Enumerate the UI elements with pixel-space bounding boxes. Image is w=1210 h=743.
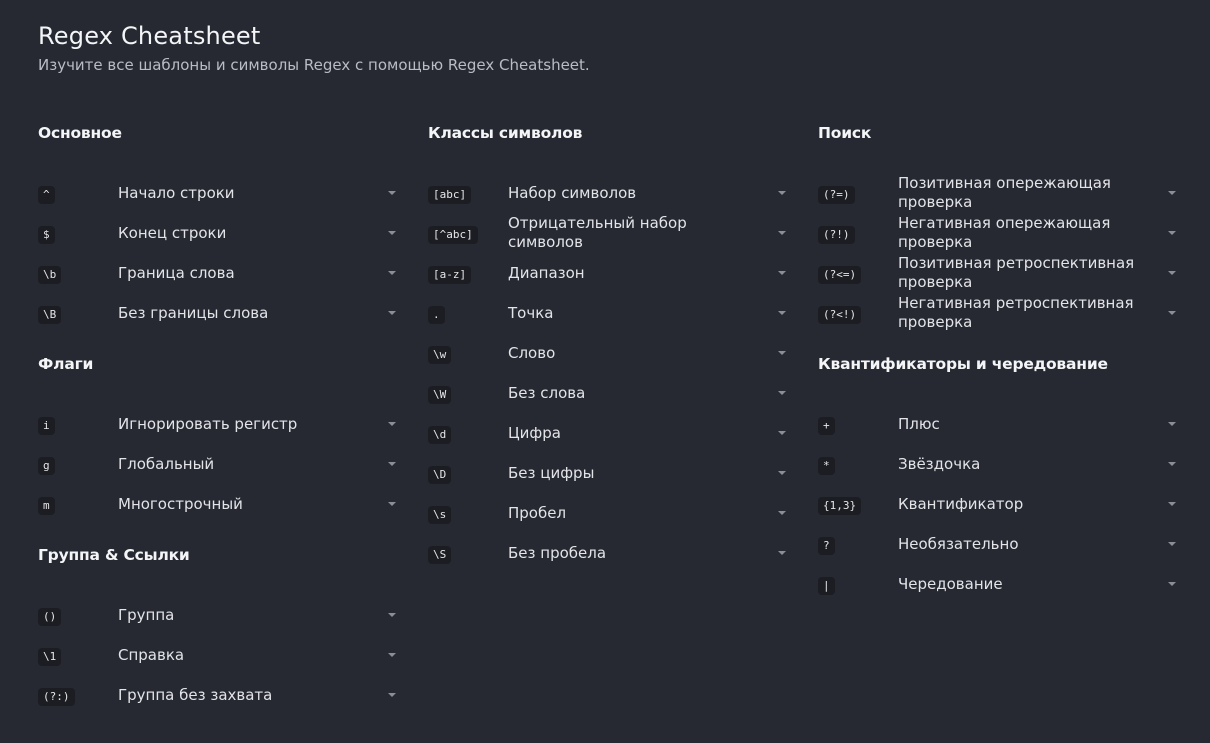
code-cell <box>818 454 898 475</box>
item-label: Позитивная опережающая проверка <box>898 174 1111 211</box>
cheatsheet-item[interactable] <box>38 213 398 253</box>
page-subtitle: Изучите все шаблоны и символы Regex с помощью Regex Cheatsheet. <box>38 56 590 74</box>
item-label: Слово <box>508 343 556 362</box>
item-label: Справка <box>118 645 185 664</box>
chevron-down-icon[interactable] <box>1168 191 1176 195</box>
section-title: Группа & Ссылки <box>38 546 190 564</box>
regex-token: [abc] <box>428 186 471 204</box>
page-title: Regex Cheatsheet <box>38 22 261 50</box>
regex-token: \S <box>428 546 451 564</box>
regex-token: \W <box>428 386 451 404</box>
code-cell <box>38 454 118 475</box>
cheatsheet-item[interactable] <box>818 293 1178 333</box>
regex-token: m <box>38 497 55 515</box>
chevron-down-icon[interactable] <box>778 551 786 555</box>
cheatsheet-item[interactable] <box>428 533 788 573</box>
regex-token: [a-z] <box>428 266 471 284</box>
item-label: Многострочный <box>118 494 243 513</box>
item-label: Граница слова <box>118 263 235 282</box>
chevron-down-icon[interactable] <box>778 311 786 315</box>
item-label: Без пробела <box>508 543 607 562</box>
code-cell <box>428 383 508 404</box>
code-cell <box>428 263 508 284</box>
chevron-down-icon[interactable] <box>388 462 396 466</box>
code-cell <box>428 503 508 524</box>
chevron-down-icon[interactable] <box>388 613 396 617</box>
section-title: Поиск <box>818 124 872 142</box>
item-label: Конец строки <box>118 223 227 242</box>
regex-token: \s <box>428 506 451 524</box>
code-cell <box>38 414 118 435</box>
item-label: Чередование <box>898 574 1003 593</box>
chevron-down-icon[interactable] <box>1168 502 1176 506</box>
cheatsheet-item[interactable] <box>428 173 788 213</box>
code-cell <box>428 223 508 244</box>
code-cell <box>428 183 508 204</box>
item-label: Без слова <box>508 383 586 402</box>
item-label: Игнорировать регистр <box>118 414 298 433</box>
cheatsheet-section <box>428 120 788 573</box>
chevron-down-icon[interactable] <box>1168 542 1176 546</box>
page-header <box>38 20 590 75</box>
regex-token: ? <box>818 537 835 555</box>
regex-token: ^ <box>38 186 55 204</box>
regex-token: \D <box>428 466 451 484</box>
cheatsheet-item[interactable] <box>818 253 1178 293</box>
regex-token: (?!) <box>818 226 855 244</box>
column-2 <box>428 120 788 573</box>
section-title: Квантификаторы и чередование <box>818 355 1108 373</box>
item-label: Группа без захвата <box>118 685 273 704</box>
cheatsheet-item[interactable] <box>38 404 398 444</box>
cheatsheet-item[interactable] <box>38 173 398 213</box>
cheatsheet-item[interactable] <box>428 213 788 253</box>
regex-token: (?<!) <box>818 306 861 324</box>
item-label: Звёздочка <box>898 454 981 473</box>
regex-token: g <box>38 457 55 475</box>
regex-token: + <box>818 417 835 435</box>
chevron-down-icon[interactable] <box>388 693 396 697</box>
code-cell <box>38 685 118 706</box>
chevron-down-icon[interactable] <box>388 191 396 195</box>
item-label: Набор символов <box>508 183 637 202</box>
cheatsheet-item[interactable] <box>38 444 398 484</box>
chevron-down-icon[interactable] <box>1168 462 1176 466</box>
regex-token: {1,3} <box>818 497 861 515</box>
code-cell <box>818 263 898 284</box>
code-cell <box>38 223 118 244</box>
cheatsheet-item[interactable] <box>428 293 788 333</box>
chevron-down-icon[interactable] <box>778 391 786 395</box>
item-label: Негативная опережающая проверка <box>898 214 1111 251</box>
code-cell <box>38 303 118 324</box>
chevron-down-icon[interactable] <box>1168 311 1176 315</box>
cheatsheet-item[interactable] <box>38 484 398 524</box>
cheatsheet-item[interactable] <box>428 333 788 373</box>
cheatsheet-item[interactable] <box>428 253 788 293</box>
cheatsheet-item[interactable] <box>38 595 398 635</box>
regex-token: (?=) <box>818 186 855 204</box>
regex-token: i <box>38 417 55 435</box>
cheatsheet-item[interactable] <box>818 173 1178 213</box>
cheatsheet-item[interactable] <box>818 484 1178 524</box>
chevron-down-icon[interactable] <box>778 351 786 355</box>
regex-token: \B <box>38 306 61 324</box>
code-cell <box>428 543 508 564</box>
cheatsheet-section <box>38 542 398 715</box>
item-label: Необязательно <box>898 534 1019 553</box>
chevron-down-icon[interactable] <box>1168 582 1176 586</box>
cheatsheet-item[interactable] <box>38 675 398 715</box>
chevron-down-icon[interactable] <box>388 271 396 275</box>
cheatsheet-item[interactable] <box>818 444 1178 484</box>
regex-token: \1 <box>38 648 61 666</box>
chevron-down-icon[interactable] <box>388 311 396 315</box>
item-label: Глобальный <box>118 454 215 473</box>
code-cell <box>38 263 118 284</box>
cheatsheet-item[interactable] <box>818 564 1178 604</box>
regex-token: \w <box>428 346 451 364</box>
regex-token: (?<=) <box>818 266 861 284</box>
cheatsheet-item[interactable] <box>38 293 398 333</box>
regex-token: [^abc] <box>428 226 478 244</box>
item-label: Плюс <box>898 414 940 433</box>
chevron-down-icon[interactable] <box>778 231 786 235</box>
chevron-down-icon[interactable] <box>1168 422 1176 426</box>
code-cell <box>818 303 898 324</box>
item-label: Диапазон <box>508 263 585 282</box>
section-title: Классы символов <box>428 124 583 142</box>
item-label: Отрицательный набор символов <box>508 214 687 251</box>
chevron-down-icon[interactable] <box>778 471 786 475</box>
chevron-down-icon[interactable] <box>388 502 396 506</box>
chevron-down-icon[interactable] <box>1168 271 1176 275</box>
section-title: Основное <box>38 124 122 142</box>
code-cell <box>38 645 118 666</box>
regex-token: \d <box>428 426 451 444</box>
cheatsheet-item[interactable] <box>428 413 788 453</box>
code-cell <box>818 223 898 244</box>
chevron-down-icon[interactable] <box>1168 231 1176 235</box>
chevron-down-icon[interactable] <box>388 422 396 426</box>
item-label: Без цифры <box>508 463 595 482</box>
cheatsheet-section <box>38 120 398 333</box>
code-cell <box>38 605 118 626</box>
item-label: Позитивная ретроспективная проверка <box>898 254 1135 291</box>
cheatsheet-item[interactable] <box>428 453 788 493</box>
item-label: Квантификатор <box>898 494 1024 513</box>
cheatsheet-item[interactable] <box>38 253 398 293</box>
item-label: Группа <box>118 605 175 624</box>
cheatsheet-item[interactable] <box>818 404 1178 444</box>
section-title: Флаги <box>38 355 94 373</box>
item-label: Цифра <box>508 423 561 442</box>
regex-token: * <box>818 457 835 475</box>
chevron-down-icon[interactable] <box>388 653 396 657</box>
column-1 <box>38 120 398 715</box>
code-cell <box>38 494 118 515</box>
code-cell <box>428 463 508 484</box>
item-label: Начало строки <box>118 183 235 202</box>
chevron-down-icon[interactable] <box>778 191 786 195</box>
code-cell <box>428 343 508 364</box>
cheatsheet-item[interactable] <box>428 373 788 413</box>
code-cell <box>38 183 118 204</box>
regex-token: (?:) <box>38 688 75 706</box>
chevron-down-icon[interactable] <box>778 431 786 435</box>
code-cell <box>818 534 898 555</box>
regex-token: | <box>818 577 835 595</box>
regex-token: $ <box>38 226 55 244</box>
chevron-down-icon[interactable] <box>778 271 786 275</box>
chevron-down-icon[interactable] <box>778 511 786 515</box>
code-cell <box>818 494 898 515</box>
cheatsheet-section <box>818 351 1178 604</box>
code-cell <box>818 183 898 204</box>
code-cell <box>428 423 508 444</box>
item-label: Без границы слова <box>118 303 269 322</box>
cheatsheet-section <box>38 351 398 524</box>
chevron-down-icon[interactable] <box>388 231 396 235</box>
regex-token: \b <box>38 266 61 284</box>
code-cell <box>818 574 898 595</box>
code-cell <box>428 303 508 324</box>
cheatsheet-item[interactable] <box>428 493 788 533</box>
item-label: Точка <box>508 303 554 322</box>
regex-token: () <box>38 608 61 626</box>
column-3 <box>818 120 1178 604</box>
cheatsheet-item[interactable] <box>818 213 1178 253</box>
cheatsheet-item[interactable] <box>818 524 1178 564</box>
regex-token: . <box>428 306 445 324</box>
item-label: Пробел <box>508 503 567 522</box>
cheatsheet-item[interactable] <box>38 635 398 675</box>
cheatsheet-section <box>818 120 1178 333</box>
code-cell <box>818 414 898 435</box>
item-label: Негативная ретроспективная проверка <box>898 294 1134 331</box>
